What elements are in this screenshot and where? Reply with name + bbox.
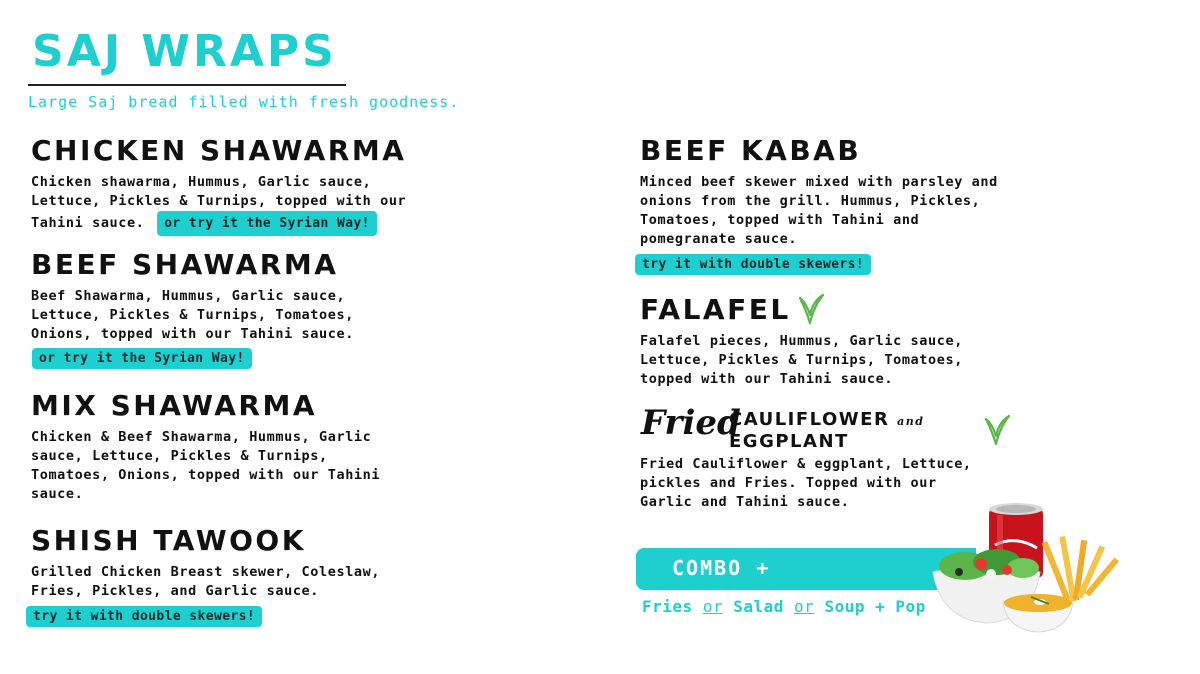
desc-line: Fries, Pickles, and Garlic sauce.	[31, 583, 320, 599]
cauliflower-label: CAULIFLOWER	[729, 409, 890, 430]
desc-line: Fried Cauliflower & eggplant, Lettuce,	[640, 456, 972, 472]
page-title: SAJ WRAPS	[32, 26, 337, 77]
beef-kabab-description	[640, 173, 1060, 249]
chicken-shawarma-title: CHICKEN SHAWARMA	[31, 134, 407, 167]
desc-line: Falafel pieces, Hummus, Garlic sauce,	[640, 333, 963, 349]
combo-option-fries: Fries	[642, 597, 693, 616]
title-divider	[28, 84, 346, 86]
desc-line: topped with our Tahini sauce.	[640, 371, 894, 387]
or-label: or	[702, 597, 724, 616]
desc-line: sauce.	[31, 486, 84, 502]
desc-line: pomegranate sauce.	[640, 231, 798, 247]
desc-line: Onions, topped with our Tahini sauce.	[31, 326, 354, 342]
double-skewers-badge: try it with double skewers!	[26, 606, 262, 627]
and-label: and	[897, 415, 925, 428]
vegetarian-leaf-icon	[982, 413, 1012, 447]
desc-line: Garlic and Tahini sauce.	[640, 494, 850, 510]
combo-food-image	[925, 500, 1130, 635]
mix-shawarma-description	[31, 428, 431, 504]
beef-shawarma-title: BEEF SHAWARMA	[31, 248, 339, 281]
desc-line: Beef Shawarma, Hummus, Garlic sauce,	[31, 288, 346, 304]
eggplant-title: EGGPLANT	[729, 431, 849, 452]
falafel-title: FALAFEL	[640, 293, 791, 326]
desc-line: Tomatoes, topped with Tahini and	[640, 212, 920, 228]
or-label: or	[794, 597, 815, 616]
combo-options	[642, 597, 926, 616]
beef-kabab-title: BEEF KABAB	[640, 134, 862, 167]
desc-line: onions from the grill. Hummus, Pickles,	[640, 193, 981, 209]
shish-tawook-title: SHISH TAWOOK	[31, 524, 306, 557]
mix-shawarma-title: MIX SHAWARMA	[31, 389, 318, 422]
desc-line: Chicken shawarma, Hummus, Garlic sauce,	[31, 174, 372, 190]
syrian-way-badge: or try it the Syrian Way!	[32, 348, 252, 369]
fries-icon	[1042, 536, 1119, 602]
desc-line: Chicken & Beef Shawarma, Hummus, Garlic	[31, 429, 372, 445]
desc-line: Minced beef skewer mixed with parsley and	[640, 174, 998, 190]
beef-shawarma-description	[31, 287, 431, 344]
chicken-shawarma-description	[31, 173, 431, 236]
desc-line: Tomatoes, Onions, topped with our Tahini	[31, 467, 381, 483]
combo-option-soup-pop: Soup + Pop	[824, 597, 926, 616]
syrian-way-badge: or try it the Syrian Way!	[157, 211, 377, 236]
desc-line: Lettuce, Pickles & Turnips, Tomatoes,	[640, 352, 963, 368]
cauliflower-title	[729, 409, 924, 430]
fried-script-title: Fried	[641, 403, 741, 443]
vegetarian-leaf-icon	[796, 292, 826, 326]
combo-option-salad: Salad	[733, 597, 784, 616]
desc-line: Tahini sauce.	[31, 215, 145, 231]
falafel-description	[640, 332, 1060, 389]
combo-label: COMBO +	[672, 556, 771, 580]
desc-line: Lettuce, Pickles & Turnips, Tomatoes,	[31, 307, 354, 323]
desc-line: sauce, Lettuce, Pickles & Turnips,	[31, 448, 328, 464]
desc-line: Lettuce, Pickles & Turnips, topped with our	[31, 193, 407, 209]
desc-line: Grilled Chicken Breast skewer, Coleslaw,	[31, 564, 381, 580]
shish-tawook-description	[31, 563, 431, 601]
desc-line: pickles and Fries. Topped with our	[640, 475, 937, 491]
soup-bowl-icon	[1003, 594, 1073, 632]
double-skewers-badge: try it with double skewers!	[635, 254, 871, 275]
tagline: Large Saj bread filled with fresh goodness.	[28, 93, 460, 111]
